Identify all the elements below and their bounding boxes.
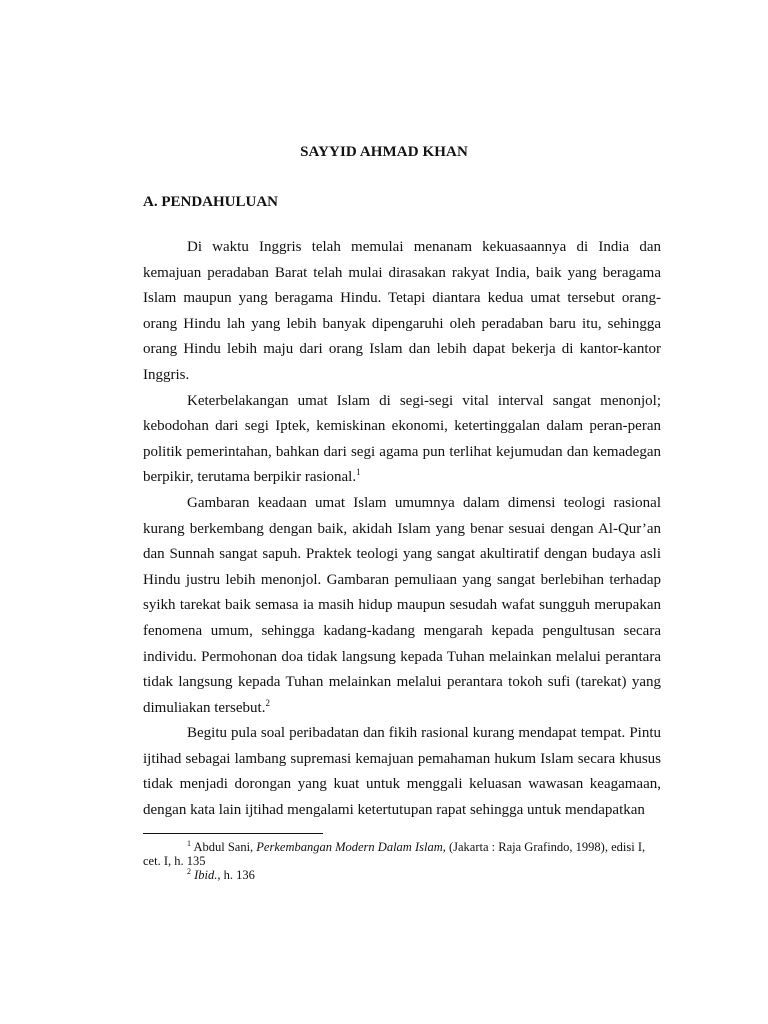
- footnote: [143, 840, 661, 868]
- paragraph: [143, 721, 661, 823]
- paragraph-text: Keterbelakangan umat Islam di segi-segi vital interval sangat menonjol; kebodohan dari segi Iptek, kemiskinan ekonomi, ketertinggalan dalam peran-peran politik pemerintahan, bahkan dari segi agama pun terlihat kejumudan dan kemadegan berpikir, terutama berpikir rasional.: [143, 392, 661, 486]
- footnote-text: h. 136: [220, 868, 255, 882]
- footnote-italic: Perkembangan Modern Dalam Islam,: [256, 840, 446, 854]
- footnote-number: 2: [187, 866, 191, 876]
- section-heading: A. PENDAHULUAN: [143, 194, 278, 210]
- footnote: [143, 868, 661, 882]
- paragraph-text: Di waktu Inggris telah memulai menanam kekuasaannya di India dan kemajuan peradaban Barat telah mulai dirasakan rakyat India, baik yang beragama Islam maupun yang beragama Hindu. Tetapi diantara kedua umat tersebut orang-orang Hindu lah yang lebih banyak dipengaruhi oleh peradaban baru itu, sehingga orang Hindu lebih maju dari orang Islam dan lebih dapat bekerja di kantor-kantor Inggris.: [143, 239, 661, 383]
- body-text: [143, 235, 661, 824]
- footnote-text: Abdul Sani,: [193, 840, 257, 854]
- footnote-text: (Jakarta : Raja Grafindo, 1998), edisi I, cet. I, h. 135: [143, 840, 646, 868]
- footnotes: [143, 840, 661, 882]
- paragraph-text: Gambaran keadaan umat Islam umumnya dalam dimensi teologi rasional kurang berkembang dengan baik, akidah Islam yang benar sesuai dengan Al-Qur’an dan Sunnah sangat sapuh. Praktek teologi yang sangat akultiratif dengan budaya asli Hindu justru lebih menonjol. Gambaran pemuliaan yang sangat berlebihan terhadap syikh tarekat baik semasa ia masih hidup maupun sesudah wafat sungguh merupakan fenomena umum, sehingga kadang-kadang mengarah kepada pengultusan secara individu. Permohonan doa tidak langsung kepada Tuhan melainkan melalui perantara tidak langsung kepada Tuhan melainkan melalui perantara tokoh sufi (tarekat) yang dimuliakan tersebut.: [143, 494, 661, 716]
- paragraph: [143, 235, 661, 389]
- document-title: SAYYID AHMAD KHAN: [300, 144, 468, 160]
- paragraph-text: Begitu pula soal peribadatan dan fikih rasional kurang mendapat tempat. Pintu ijtihad sebagai lambang supremasi kemajuan pemahaman hukum Islam secara khusus tidak menjadi dorongan yang kuat untuk menggali keluasan wawasan keagamaan, dengan kata lain ijtihad mengalami ketertutupan rapat sehingga untuk mendapatkan: [143, 725, 661, 819]
- footnote-ref: 1: [356, 467, 361, 478]
- footnote-number: 1: [187, 838, 191, 848]
- paragraph: [143, 389, 661, 491]
- paragraph: [143, 491, 661, 721]
- footnote-italic: Ibid.,: [194, 868, 221, 882]
- footnote-ref: 2: [265, 697, 270, 708]
- footnote-divider: [143, 833, 323, 834]
